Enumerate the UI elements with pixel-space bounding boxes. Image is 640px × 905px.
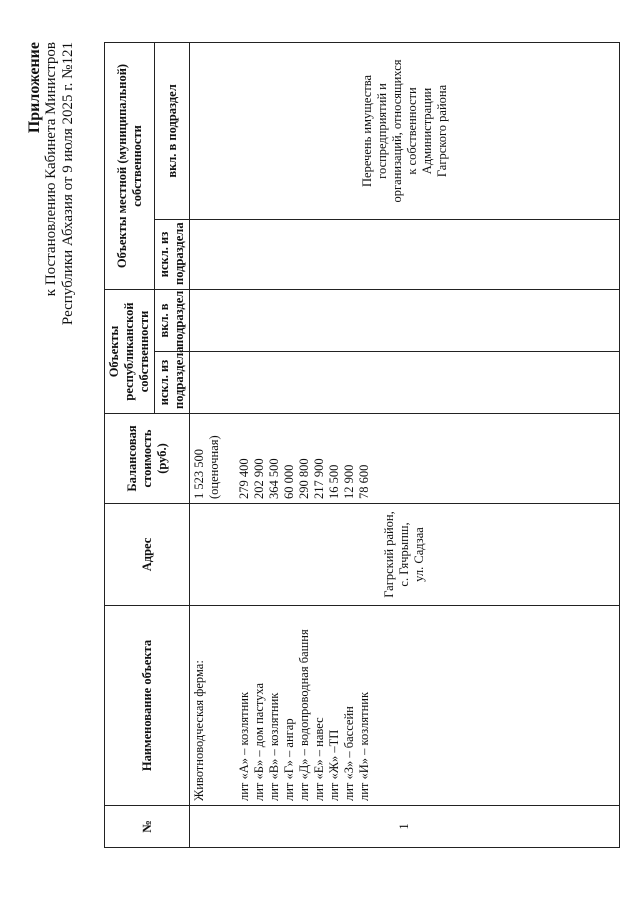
header-name: Наименование объекта (105, 606, 190, 806)
header-republic-incl: вкл. в подраздел (155, 289, 190, 351)
header-municipal: Объекты местной (муниципальной) собственности (105, 42, 155, 289)
object-item: лит «И» – козлятник (357, 691, 371, 801)
total-cost-note: (оценочная) (207, 435, 221, 499)
property-table (104, 42, 620, 848)
item-cost: 78 600 (357, 464, 371, 499)
header-num: № (105, 806, 190, 848)
address-line: с. Гячрыпш, (397, 522, 411, 587)
header-municipal-excl: искл. из подраздела (155, 219, 190, 289)
appendix-line-1: к Постановлению Кабинета Министров (43, 42, 59, 297)
header-address: Адрес (105, 504, 190, 606)
item-cost: 217 900 (312, 458, 326, 499)
object-cell (190, 606, 620, 806)
header-municipal-incl: вкл. в подраздел (155, 42, 190, 219)
object-title: Животноводческая ферма: (192, 660, 206, 801)
note-line: Гагрского района (434, 84, 449, 178)
appendix-header (26, 42, 77, 325)
object-item: лит «Е» – навес (312, 717, 326, 801)
object-item: лит «Ж» –ТП (327, 729, 341, 801)
object-item: лит «Д» – водопроводная башня (297, 629, 311, 801)
row-num: 1 (190, 806, 620, 848)
note-line: госпредприятий и (374, 83, 389, 179)
appendix-line-2: Республики Абхазия от 9 июля 2025 г. №121 (60, 42, 76, 326)
object-item: лит «А» – козлятник (237, 691, 251, 801)
republic-incl-cell (190, 289, 620, 351)
republic-excl-cell (190, 352, 620, 414)
note-line: Администрации (419, 87, 434, 175)
address-line: ул. Садзаа (412, 527, 426, 582)
total-cost: 1 523 500 (192, 449, 206, 499)
item-cost: 364 500 (267, 458, 281, 499)
object-item: лит «З» – бассейн (342, 706, 356, 801)
note-line: Перечень имущества (359, 74, 374, 187)
header-republic-excl: искл. из подраздела (155, 352, 190, 414)
rotated-content (20, 30, 640, 870)
item-cost: 202 900 (252, 458, 266, 499)
address-cell (190, 504, 620, 606)
note-line: организаций, относящихся (389, 59, 404, 203)
header-republic: Объекты республиканской собственности (105, 289, 155, 413)
address-line: Гагрский район, (382, 511, 396, 598)
object-item: лит «В» – козлятник (267, 692, 281, 801)
item-cost: 16 500 (327, 464, 341, 499)
table-row (190, 42, 620, 847)
item-cost: 279 400 (237, 458, 251, 499)
cost-cell (190, 414, 620, 504)
object-item: лит «Б» – дом пастуха (252, 682, 266, 801)
object-item: лит «Г» – ангар (282, 718, 296, 801)
municipal-incl-cell (190, 42, 620, 219)
appendix-title: Приложение (26, 42, 43, 134)
header-cost: Балансовая стоимость (руб.) (105, 414, 190, 504)
note-line: к собственности (404, 87, 419, 175)
item-cost: 290 800 (297, 458, 311, 499)
item-cost: 60 000 (282, 464, 296, 499)
item-cost: 12 900 (342, 464, 356, 499)
municipal-excl-cell (190, 219, 620, 289)
